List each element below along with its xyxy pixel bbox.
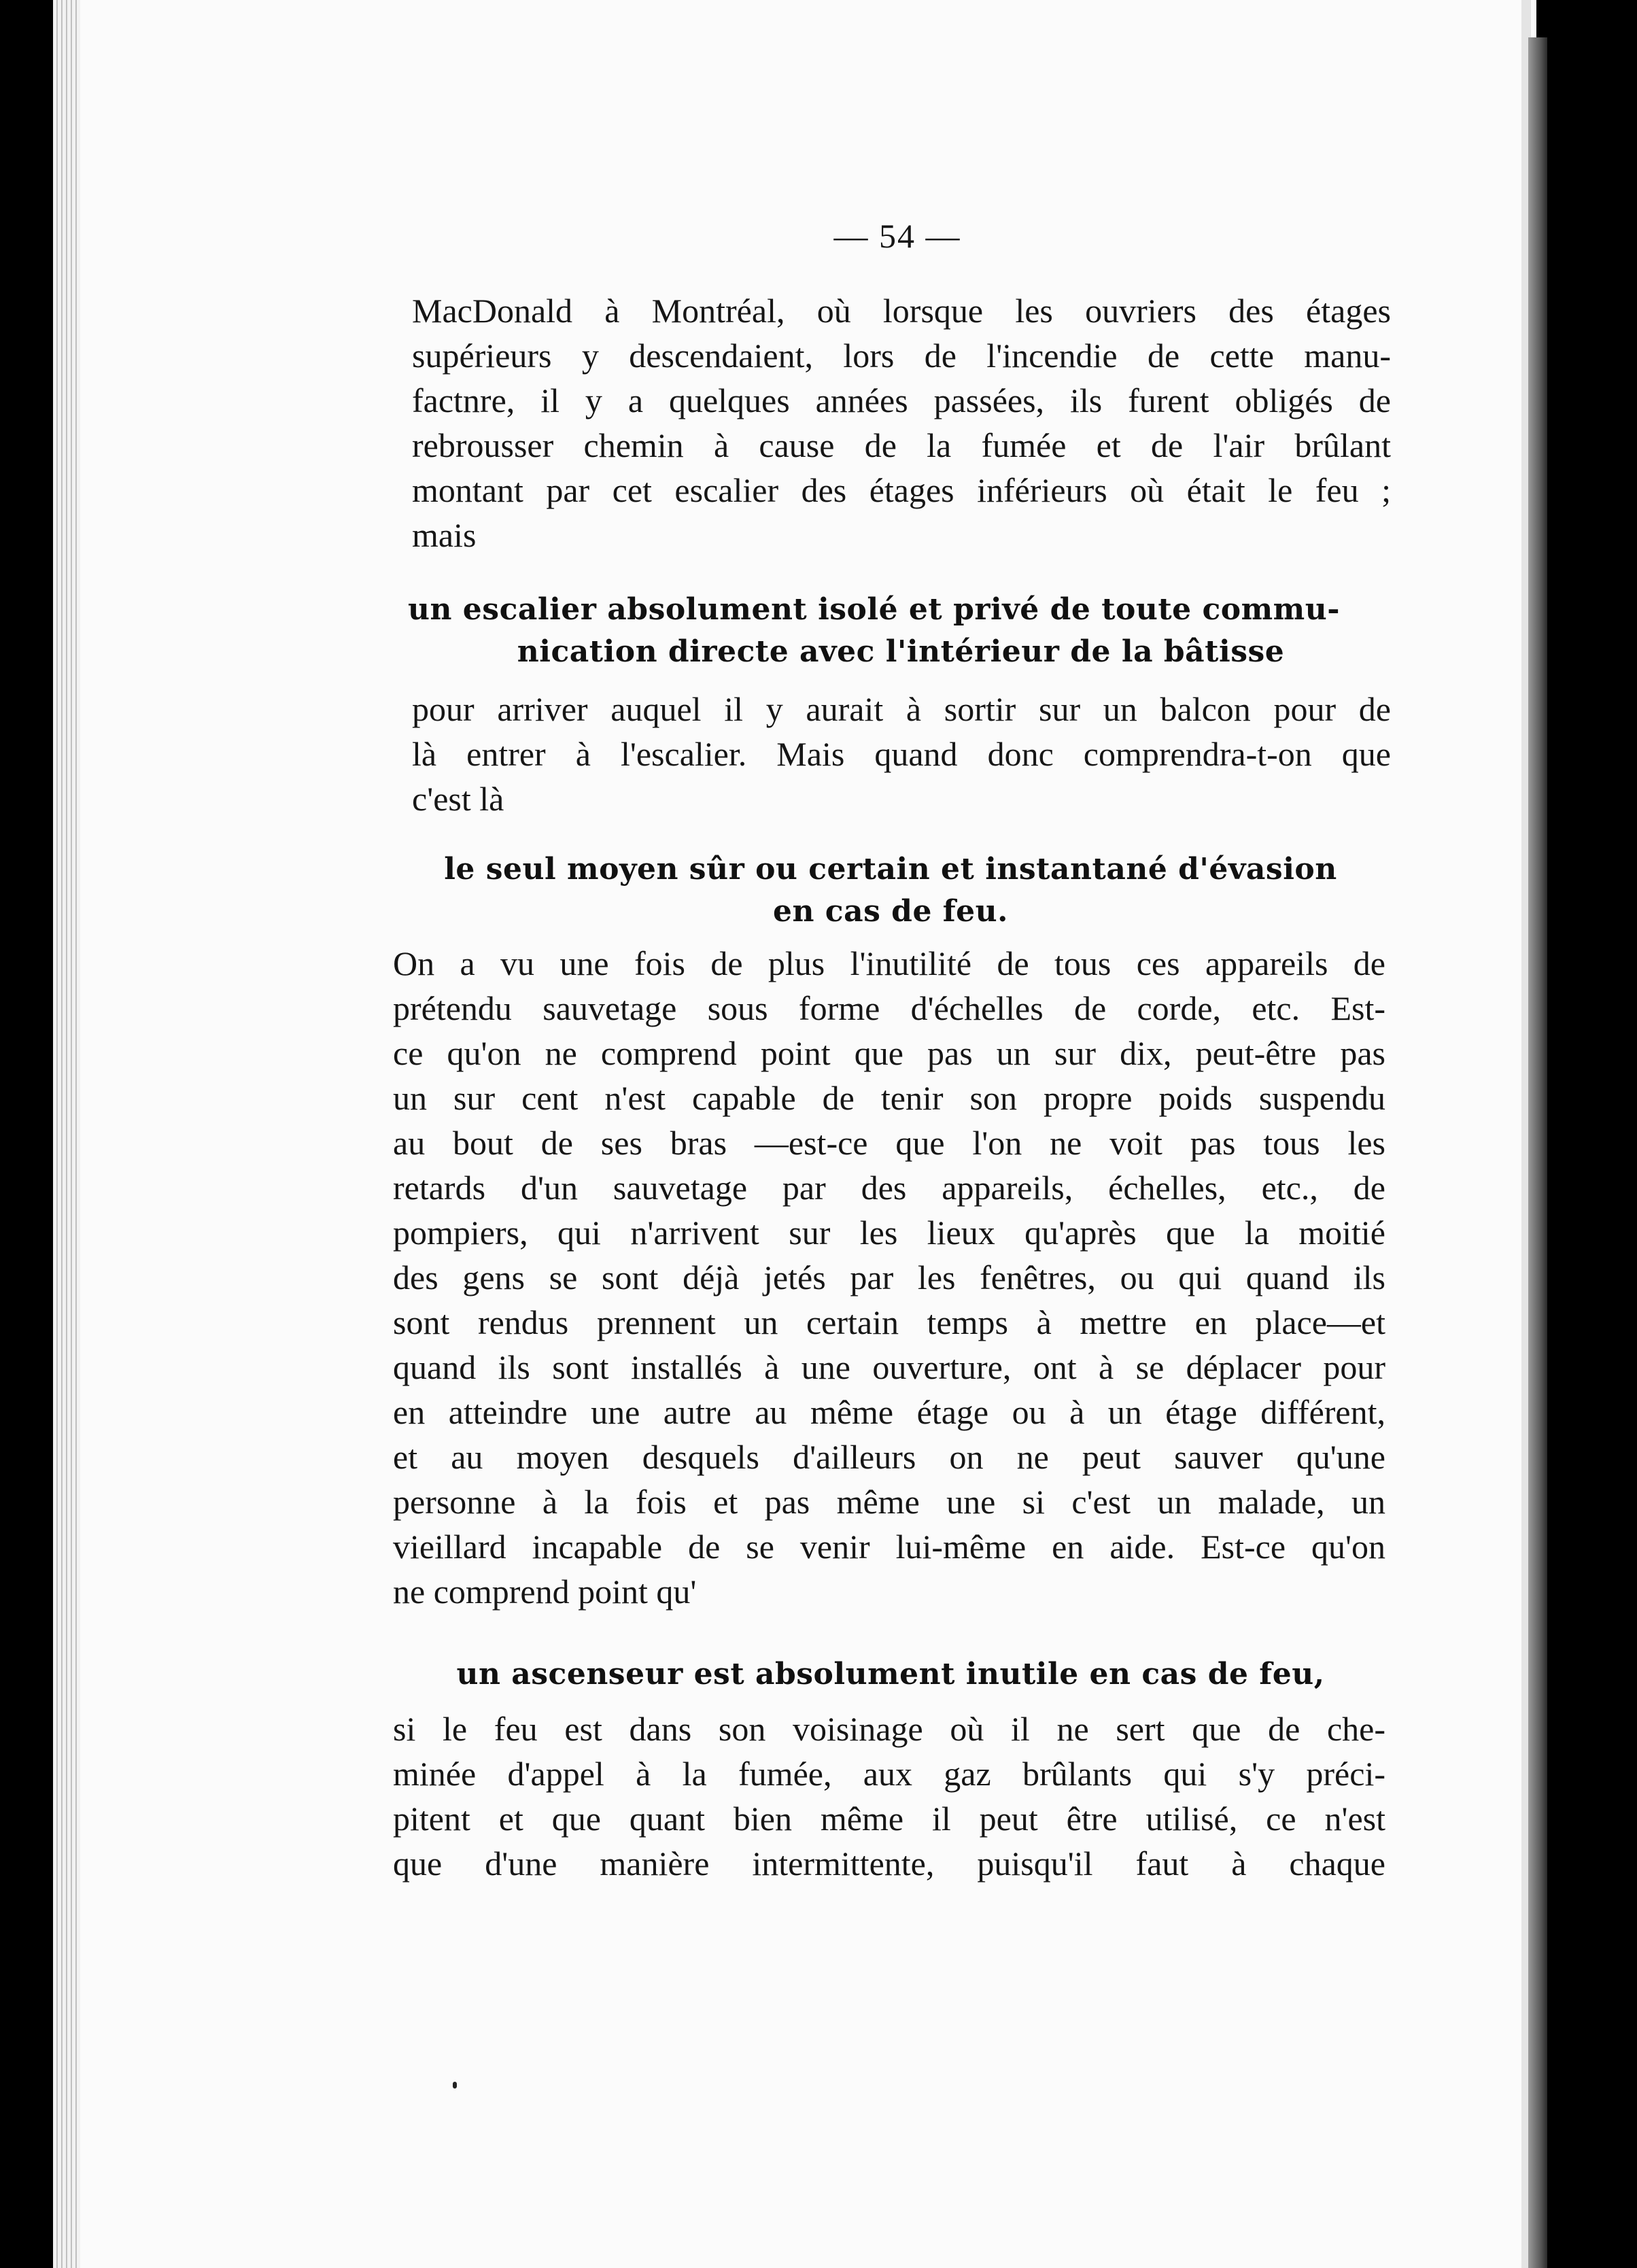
text-line: supérieurs y descendaient, lors de l'incendie de cette manu- bbox=[412, 337, 1391, 375]
emphasis-heading-1 bbox=[408, 589, 1394, 673]
text-line: un sur cent n'est capable de tenir son propre poids suspendu bbox=[393, 1079, 1385, 1117]
text-line: que d'une manière intermittente, puisqu'il faut à chaque bbox=[393, 1844, 1385, 1883]
emphasis-line: en cas de feu. bbox=[772, 894, 1008, 929]
emphasis-line: le seul moyen sûr ou certain et instantané d'évasion bbox=[444, 852, 1337, 887]
text-line: prétendu sauvetage sous forme d'échelles de corde, etc. Est- bbox=[393, 989, 1385, 1027]
paragraph-3 bbox=[393, 941, 1385, 1614]
text-line: rebrousser chemin à cause de la fumée et de l'air brûlant bbox=[412, 426, 1391, 464]
text-line: et au moyen desquels d'ailleurs on ne peut sauver qu'une bbox=[393, 1438, 1385, 1476]
text-line: quand ils sont installés à une ouverture, ont à se déplacer pour bbox=[393, 1348, 1385, 1386]
text-line: pour arriver auquel il y aurait à sortir sur un balcon pour de bbox=[412, 690, 1391, 728]
emphasis-heading-2 bbox=[408, 848, 1373, 933]
emphasis-line: un ascenseur est absolument inutile en cas de feu, bbox=[456, 1657, 1325, 1691]
text-line: là entrer à l'escalier. Mais quand donc comprendra-t-on que bbox=[412, 735, 1391, 773]
ink-speck bbox=[453, 2082, 457, 2089]
text-line: factnre, il y a quelques années passées, ils furent obligés de bbox=[412, 381, 1391, 419]
text-line: pompiers, qui n'arrivent sur les lieux qu'après que la moitié bbox=[393, 1214, 1385, 1252]
text-line: c'est là bbox=[412, 780, 504, 818]
paragraph-4 bbox=[393, 1706, 1385, 1886]
text-line: pitent et que quant bien même il peut être utilisé, ce n'est bbox=[393, 1800, 1385, 1838]
emphasis-line: un escalier absolument isolé et privé de toute commu- bbox=[408, 592, 1340, 627]
text-line: MacDonald à Montréal, où lorsque les ouvriers des étages bbox=[412, 292, 1391, 330]
text-line: au bout de ses bras —est-ce que l'on ne voit pas tous les bbox=[393, 1124, 1385, 1162]
text-line: vieillard incapable de se venir lui-même en aide. Est-ce qu'on bbox=[393, 1528, 1385, 1566]
text-line: ce qu'on ne comprend point que pas un sur dix, peut-être pas bbox=[393, 1034, 1385, 1072]
text-line: des gens se sont déjà jetés par les fenêtres, ou qui quand ils bbox=[393, 1258, 1385, 1296]
text-line: en atteindre une autre au même étage ou à un étage différent, bbox=[393, 1393, 1385, 1431]
text-line: sont rendus prennent un certain temps à mettre en place—et bbox=[393, 1303, 1385, 1341]
text-line: ne comprend point qu' bbox=[393, 1573, 697, 1611]
text-line: minée d'appel à la fumée, aux gaz brûlants qui s'y préci- bbox=[393, 1755, 1385, 1793]
text-line: personne à la fois et pas même une si c'est un malade, un bbox=[393, 1483, 1385, 1521]
paragraph-1 bbox=[412, 288, 1391, 557]
emphasis-line: nication directe avec l'intérieur de la bâtisse bbox=[517, 634, 1285, 669]
text-line: montant par cet escalier des étages inférieurs où était le feu ; bbox=[412, 471, 1391, 509]
text-line: mais bbox=[412, 516, 477, 554]
page-number: — 54 — bbox=[833, 217, 961, 255]
emphasis-heading-3 bbox=[408, 1653, 1373, 1696]
text-line: retards d'un sauvetage par des appareils, échelles, etc., de bbox=[393, 1169, 1385, 1207]
binding-shadow bbox=[1528, 37, 1547, 2268]
paragraph-2 bbox=[412, 687, 1391, 821]
text-line: On a vu une fois de plus l'inutilité de tous ces appareils de bbox=[393, 944, 1385, 982]
text-line: si le feu est dans son voisinage où il ne sert que de che- bbox=[393, 1710, 1385, 1748]
